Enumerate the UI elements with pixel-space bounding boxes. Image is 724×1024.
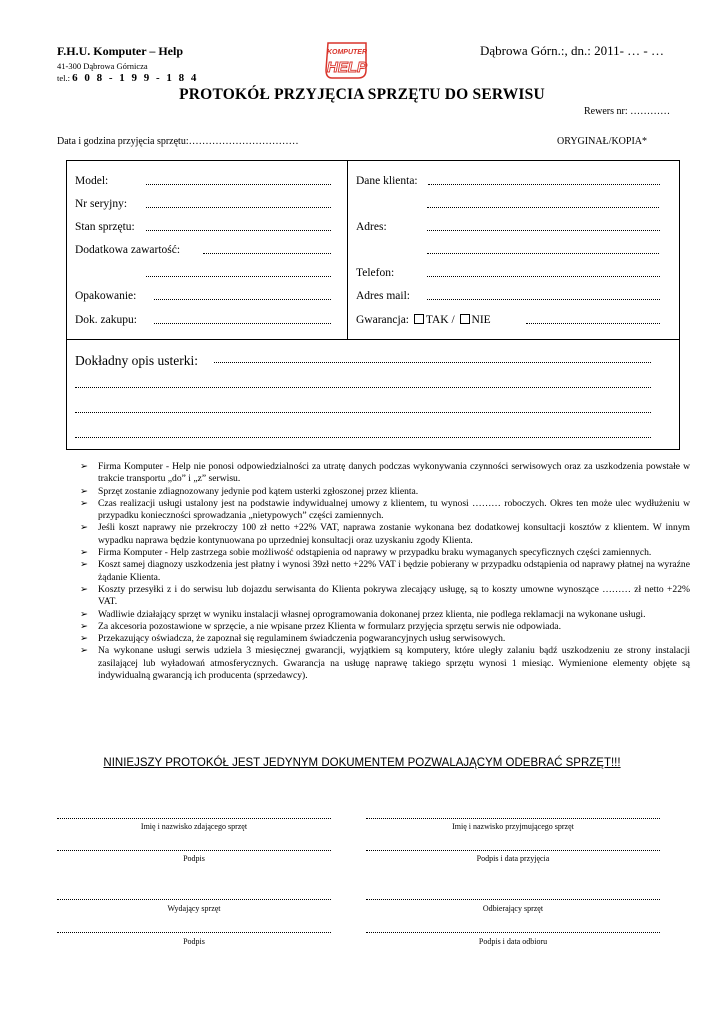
arrow-bullet-icon: ➢	[80, 633, 89, 645]
term-item: ➢ Jeśli koszt naprawy nie przekroczy 100 zł netto +22% VAT, naprawa zostanie wykonana bez dodatkowej konsultacji kosztów z klientem. W innym wypadku naprawa będzie kontynuowana po uprzedniej konsultacji oraz uzyskaniu zgody Klienta.	[80, 522, 690, 546]
company-name: F.H.U. Komputer – Help	[57, 44, 184, 58]
arrow-bullet-icon: ➢	[80, 522, 89, 534]
label-client: Dane klienta:	[356, 175, 418, 187]
field-extra-continued[interactable]	[146, 267, 331, 280]
field-serial[interactable]	[75, 198, 127, 210]
label-serial: Nr seryjny:	[75, 198, 128, 210]
warning-notice: NINIEJSZY PROTOKÓŁ JEST JEDYNYM DOKUMENTEM POZWALAJĄCYM ODEBRAĆ SPRZĘT!!!	[103, 757, 621, 769]
term-item: ➢ Firma Komputer - Help nie ponosi odpowiedzialności za utratę danych podczas wykonywania czynności serwisowych oraz za uszkodzenia powstałe w trakcie transportu „do” i „z” serwisu.	[80, 461, 690, 485]
sig-line-sign-2[interactable]	[57, 932, 331, 933]
phone-prefix: tel.:	[57, 73, 70, 83]
fault-line-3[interactable]	[75, 403, 651, 416]
logo-bottom-text: HELP	[326, 59, 368, 76]
form-divider-horizontal	[66, 339, 679, 340]
field-address-continued[interactable]	[427, 244, 659, 257]
label-packaging: Opakowanie:	[75, 290, 137, 302]
arrow-bullet-icon: ➢	[80, 559, 89, 571]
company-logo	[322, 40, 372, 82]
field-model[interactable]	[75, 175, 108, 187]
field-email[interactable]	[356, 290, 410, 302]
term-item: ➢ Na wykonane usługi serwis udziela 3 miesięcznej gwarancji, wyjątkiem są komputery, które uległy zalaniu bądź uszkodzeniu ze strony instalacji zasilającej lub wyładowań atmosferycznych. Gwarancja na usługę naprawę takiego sprzętu wynosi 1 miesiąc. Wymienione elementy objęte są indywidualną gwarancją ich producenta (sprzedawcy).	[80, 645, 690, 682]
term-item: ➢ Sprzęt zostanie zdiagnozowany jedynie pod kątem usterki zgłoszonej przez klienta.	[80, 485, 419, 497]
term-item: ➢ Firma Komputer - Help zastrzega sobie możliwość odstąpienia od naprawy w przypadku braku wymaganych specyficznych części zamiennych.	[80, 547, 652, 559]
sig-label-handover-name: Imię i nazwisko zdającego sprzęt	[140, 822, 248, 831]
field-condition[interactable]	[75, 221, 135, 233]
rewers-number: Rewers nr: …………	[584, 106, 671, 117]
warranty-no-checkbox[interactable]	[460, 314, 470, 324]
arrow-bullet-icon: ➢	[80, 461, 89, 472]
arrow-bullet-icon: ➢	[80, 583, 89, 595]
sig-line-receiver-name[interactable]	[366, 818, 660, 819]
label-address: Adres:	[356, 221, 387, 233]
sig-label-sign: Podpis	[183, 854, 205, 863]
sig-line-sign-date-out[interactable]	[366, 932, 660, 933]
field-packaging[interactable]	[75, 290, 136, 302]
warranty-no-label: NIE	[471, 314, 491, 326]
term-item: ➢ Czas realizacji usługi ustalony jest na podstawie indywidualnej umowy z klientem, tu wynosi ……… roboczych. Okres ten może ulec wydłużeniu w przypadku konieczności sprowadzania „nietypowych” części zamiennych.	[80, 497, 690, 522]
label-warranty: Gwarancja:	[356, 314, 409, 326]
arrow-bullet-icon: ➢	[80, 608, 89, 620]
sig-label-receiver-name: Imię i nazwisko przyjmującego sprzęt	[452, 822, 574, 831]
sig-line-collector[interactable]	[366, 899, 660, 900]
arrow-bullet-icon: ➢	[80, 547, 89, 559]
arrow-bullet-icon: ➢	[80, 485, 89, 497]
label-extra: Dodatkowa zawartość:	[75, 244, 181, 256]
terms-list	[80, 461, 690, 682]
sig-label-issuer: Wydający sprzęt	[167, 904, 221, 913]
fault-line-2[interactable]	[75, 378, 651, 391]
warranty-yes-label: TAK /	[425, 314, 455, 326]
sig-line-issuer[interactable]	[57, 899, 331, 900]
label-model: Model:	[75, 175, 109, 187]
term-item: ➢ Przekazujący oświadcza, że zapoznał się regulaminem świadczenia pogwarancyjnych usług serwisowych.	[80, 633, 506, 645]
copy-label: ORYGINAŁ/KOPIA*	[557, 136, 647, 147]
field-fault[interactable]	[75, 353, 198, 369]
warranty-yes-checkbox[interactable]	[414, 314, 424, 324]
term-item: ➢ Koszt samej diagnozy uszkodzenia jest płatny i wynosi 39zł netto +22% VAT i będzie pobierany w przypadku odstąpienia od naprawy płatnej na wyraźne żądanie Klienta.	[80, 559, 690, 583]
sig-label-sign-2: Podpis	[183, 937, 205, 946]
sig-line-sign[interactable]	[57, 850, 331, 851]
label-condition: Stan sprzętu:	[75, 221, 135, 233]
term-item: ➢ Wadliwie działający sprzęt w wyniku instalacji własnej oprogramowania dokonanej przez klienta, nie podlega reklamacji na wykonane usługi.	[80, 608, 646, 620]
intake-datetime: Data i godzina przyjęcia sprzętu:……………………………	[57, 136, 299, 147]
term-item: ➢ Za akcesoria pozostawione w sprzęcie, a nie wpisane przez Klienta w formularz przyjęcia sprzętu serwis nie odpowiada.	[80, 620, 561, 632]
sig-label-sign-date-in: Podpis i data przyjęcia	[476, 854, 550, 863]
field-receipt[interactable]	[75, 314, 137, 326]
date-line: Dąbrowa Górn.:, dn.: 2011- … - …	[480, 43, 665, 58]
term-item: ➢ Koszty przesyłki z i do serwisu lub dojazdu serwisanta do Klienta pokrywa zlecający usługę, są to koszty umowne wynoszące ……… zł netto +22% VAT.	[80, 583, 690, 608]
fault-line-4[interactable]	[75, 428, 651, 441]
label-email: Adres mail:	[356, 290, 410, 302]
sig-label-collector: Odbierający sprzęt	[482, 904, 544, 913]
sig-line-handover-name[interactable]	[57, 818, 331, 819]
arrow-bullet-icon: ➢	[80, 497, 89, 509]
logo-top-text: KOMPUTER	[326, 49, 368, 56]
label-fault: Dokładny opis usterki:	[75, 353, 198, 368]
sig-line-sign-date-in[interactable]	[366, 850, 660, 851]
company-address: 41-300 Dąbrowa Górnicza	[57, 61, 148, 71]
field-address[interactable]	[356, 221, 387, 233]
field-phone[interactable]	[356, 267, 394, 279]
sig-label-sign-date-out: Podpis i data odbioru	[478, 937, 548, 946]
field-client[interactable]	[356, 175, 418, 187]
field-client-continued[interactable]	[427, 198, 659, 211]
arrow-bullet-icon: ➢	[80, 645, 89, 657]
page-title: PROTOKÓŁ PRZYJĘCIA SPRZĘTU DO SERWISU	[179, 86, 545, 103]
label-receipt: Dok. zakupu:	[75, 314, 137, 326]
company-phone	[57, 72, 198, 84]
logo-graphic	[322, 40, 372, 82]
field-warranty	[356, 314, 491, 326]
arrow-bullet-icon: ➢	[80, 620, 89, 632]
form-divider-vertical	[347, 160, 348, 339]
label-phone: Telefon:	[356, 267, 395, 279]
phone-number: 6 0 8 - 1 9 9 - 1 8 4	[72, 72, 199, 84]
field-extra[interactable]	[75, 244, 180, 256]
